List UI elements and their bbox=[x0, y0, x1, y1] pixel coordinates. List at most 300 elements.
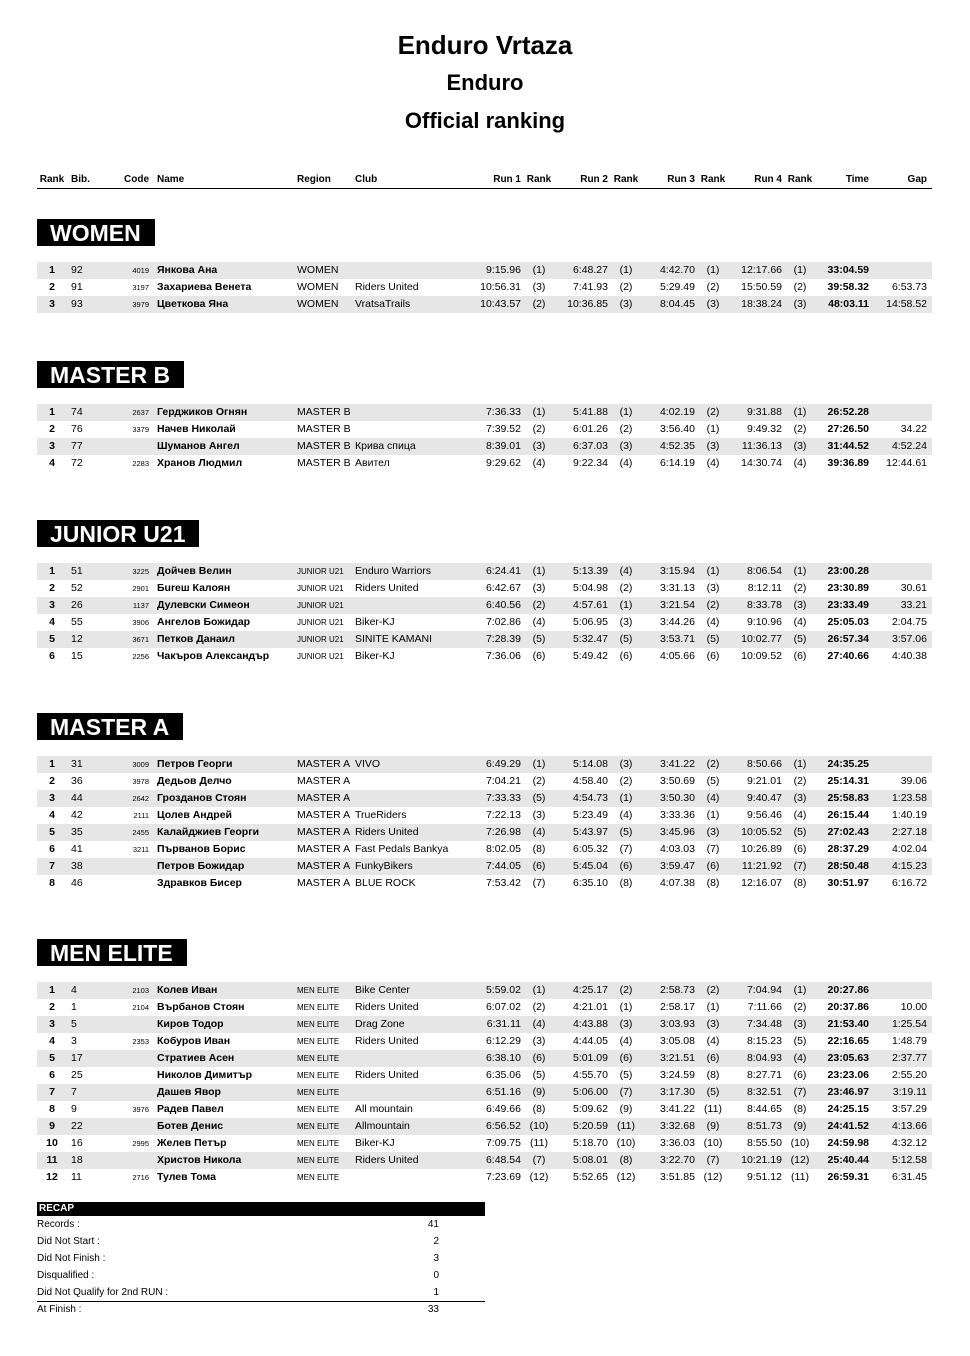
run4-rank-cell: (2) bbox=[793, 582, 807, 594]
total-time-cell: 26:15.44 bbox=[827, 809, 869, 821]
bib-cell: 36 bbox=[71, 775, 83, 787]
code-cell: 3978 bbox=[132, 777, 149, 786]
region-cell: MASTER A bbox=[297, 860, 351, 872]
table-row bbox=[37, 756, 932, 773]
rank-cell: 7 bbox=[49, 1086, 55, 1098]
name-cell: Петров Божидар bbox=[157, 860, 245, 872]
gap-cell: 39.06 bbox=[900, 775, 927, 787]
region-cell: JUNIOR U21 bbox=[297, 601, 344, 610]
gap-cell: 2:04.75 bbox=[891, 616, 927, 628]
run1-rank-cell: (5) bbox=[532, 633, 546, 645]
run2-time-cell: 9:22.34 bbox=[572, 457, 608, 469]
recap-value: 33 bbox=[427, 1304, 439, 1315]
run1-rank-cell: (5) bbox=[532, 1069, 546, 1081]
run2-time-cell: 4:43.88 bbox=[572, 1018, 608, 1030]
run4-time-cell: 9:40.47 bbox=[746, 792, 782, 804]
run4-rank-cell: (5) bbox=[793, 826, 807, 838]
total-time-cell: 23:00.28 bbox=[827, 565, 869, 577]
region-cell: JUNIOR U21 bbox=[297, 567, 344, 576]
rank-cell: 6 bbox=[49, 650, 55, 662]
table-row bbox=[37, 296, 932, 313]
run4-time-cell: 12:17.66 bbox=[741, 264, 782, 276]
col-name: Name bbox=[157, 174, 185, 185]
run3-time-cell: 4:52.35 bbox=[659, 440, 695, 452]
bib-cell: 7 bbox=[71, 1086, 77, 1098]
region-cell: MASTER B bbox=[297, 423, 351, 435]
run3-rank-cell: (10) bbox=[703, 1137, 723, 1149]
run4-rank-cell: (2) bbox=[793, 281, 807, 293]
col-club: Club bbox=[355, 174, 378, 185]
bib-cell: 72 bbox=[71, 457, 83, 469]
run2-rank-cell: (1) bbox=[619, 406, 633, 418]
recap-label: Did Not Start : bbox=[37, 1236, 100, 1247]
run2-time-cell: 5:52.65 bbox=[572, 1171, 608, 1183]
run1-time-cell: 6:31.11 bbox=[486, 1018, 521, 1030]
run1-time-cell: 6:51.16 bbox=[485, 1086, 521, 1098]
event-subtitle: Enduro bbox=[446, 70, 524, 95]
col-run3: Run 3 bbox=[667, 174, 695, 185]
run4-rank-cell: (5) bbox=[793, 633, 807, 645]
region-cell: JUNIOR U21 bbox=[297, 635, 344, 644]
run3-time-cell: 3:53.71 bbox=[659, 633, 695, 645]
run1-rank-cell: (4) bbox=[532, 826, 546, 838]
run2-rank-cell: (6) bbox=[619, 1052, 633, 1064]
col-rank2: Rank bbox=[613, 174, 639, 185]
run3-time-cell: 3:15.94 bbox=[659, 565, 695, 577]
col-run2: Run 2 bbox=[580, 174, 608, 185]
total-time-cell: 23:33.49 bbox=[827, 599, 869, 611]
run2-time-cell: 4:25.17 bbox=[572, 984, 608, 996]
run1-time-cell: 7:23.69 bbox=[485, 1171, 521, 1183]
rank-cell: 3 bbox=[49, 298, 55, 310]
gap-cell: 4:02.04 bbox=[891, 843, 927, 855]
code-cell: 2642 bbox=[132, 794, 149, 803]
run4-time-cell: 15:50.59 bbox=[741, 281, 782, 293]
run1-rank-cell: (2) bbox=[532, 599, 546, 611]
total-time-cell: 48:03.11 bbox=[828, 298, 869, 310]
club-cell: Biker-KJ bbox=[355, 650, 395, 662]
col-rank1: Rank bbox=[526, 174, 552, 185]
club-cell: BLUE ROCK bbox=[355, 877, 416, 889]
run3-time-cell: 3:41.22 bbox=[659, 758, 695, 770]
table-row bbox=[37, 597, 932, 614]
rank-cell: 1 bbox=[49, 406, 55, 418]
run4-time-cell: 8:04.93 bbox=[746, 1052, 782, 1064]
table-row bbox=[37, 790, 932, 807]
club-cell: SINITE KAMANI bbox=[355, 633, 433, 645]
region-cell: MEN ELITE bbox=[297, 1105, 340, 1114]
run1-rank-cell: (6) bbox=[532, 1052, 546, 1064]
run1-rank-cell: (3) bbox=[532, 582, 546, 594]
name-cell: Петров Георги bbox=[157, 758, 233, 770]
run2-time-cell: 10:36.85 bbox=[567, 298, 608, 310]
col-code: Code bbox=[124, 174, 149, 185]
table-row bbox=[37, 614, 932, 631]
run3-rank-cell: (12) bbox=[703, 1171, 723, 1183]
total-time-cell: 25:58.83 bbox=[827, 792, 869, 804]
run2-rank-cell: (2) bbox=[619, 775, 633, 787]
total-time-cell: 26:57.34 bbox=[827, 633, 869, 645]
run2-time-cell: 5:32.47 bbox=[572, 633, 608, 645]
code-cell: 2103 bbox=[132, 986, 149, 995]
run3-time-cell: 3:32.68 bbox=[659, 1120, 695, 1132]
name-cell: Цветкова Яна bbox=[157, 298, 229, 310]
bib-cell: 42 bbox=[71, 809, 83, 821]
total-time-cell: 33:04.59 bbox=[827, 264, 869, 276]
run4-time-cell: 10:05.52 bbox=[741, 826, 782, 838]
run2-rank-cell: (7) bbox=[619, 843, 633, 855]
run3-rank-cell: (4) bbox=[706, 792, 720, 804]
rank-cell: 5 bbox=[49, 633, 55, 645]
rank-cell: 2 bbox=[49, 775, 55, 787]
run2-time-cell: 5:04.98 bbox=[572, 582, 608, 594]
run4-rank-cell: (3) bbox=[793, 298, 807, 310]
region-cell: WOMEN bbox=[297, 298, 339, 310]
table-row bbox=[37, 1016, 932, 1033]
gap-cell: 2:27.18 bbox=[891, 826, 927, 838]
bib-cell: 12 bbox=[71, 633, 83, 645]
run2-time-cell: 5:06.00 bbox=[572, 1086, 608, 1098]
table-row bbox=[37, 279, 932, 296]
run2-time-cell: 6:48.27 bbox=[572, 264, 608, 276]
run3-rank-cell: (7) bbox=[706, 1154, 720, 1166]
gap-cell: 5:12.58 bbox=[891, 1154, 927, 1166]
run3-rank-cell: (5) bbox=[706, 1086, 720, 1098]
table-row bbox=[37, 858, 932, 875]
run3-rank-cell: (9) bbox=[706, 1120, 720, 1132]
table-row bbox=[37, 1152, 932, 1169]
run2-rank-cell: (1) bbox=[619, 599, 633, 611]
rank-cell: 6 bbox=[49, 843, 55, 855]
table-row bbox=[37, 773, 932, 790]
bib-cell: 22 bbox=[71, 1120, 83, 1132]
run4-time-cell: 11:21.92 bbox=[741, 860, 782, 872]
code-cell: 2716 bbox=[132, 1173, 149, 1182]
run2-rank-cell: (8) bbox=[619, 1154, 633, 1166]
club-cell: TrueRiders bbox=[355, 809, 407, 821]
region-cell: MEN ELITE bbox=[297, 1020, 340, 1029]
run3-rank-cell: (5) bbox=[706, 633, 720, 645]
gap-cell: 6:53.73 bbox=[891, 281, 927, 293]
bib-cell: 41 bbox=[71, 843, 83, 855]
run4-rank-cell: (11) bbox=[791, 1171, 809, 1183]
name-cell: Начев Николай bbox=[157, 423, 236, 435]
run2-time-cell: 6:05.32 bbox=[572, 843, 608, 855]
code-cell: 3379 bbox=[132, 425, 149, 434]
gap-cell: 1:25.54 bbox=[891, 1018, 927, 1030]
run3-time-cell: 4:02.19 bbox=[659, 406, 695, 418]
run1-rank-cell: (3) bbox=[532, 1035, 546, 1047]
rank-cell: 8 bbox=[49, 1103, 55, 1115]
club-cell: Riders United bbox=[355, 582, 419, 594]
code-cell: 2455 bbox=[132, 828, 149, 837]
run4-time-cell: 9:31.88 bbox=[746, 406, 782, 418]
run2-rank-cell: (11) bbox=[617, 1120, 635, 1132]
code-cell: 3009 bbox=[132, 760, 149, 769]
run4-time-cell: 8:32.51 bbox=[746, 1086, 782, 1098]
bib-cell: 16 bbox=[71, 1137, 83, 1149]
bib-cell: 46 bbox=[71, 877, 83, 889]
table-row bbox=[37, 1169, 932, 1186]
run2-time-cell: 5:41.88 bbox=[572, 406, 608, 418]
run1-time-cell: 6:42.67 bbox=[485, 582, 521, 594]
bib-cell: 93 bbox=[71, 298, 83, 310]
region-cell: MASTER A bbox=[297, 792, 351, 804]
run2-rank-cell: (2) bbox=[619, 281, 633, 293]
run4-time-cell: 10:09.52 bbox=[741, 650, 782, 662]
run4-time-cell: 9:10.96 bbox=[746, 616, 782, 628]
run4-time-cell: 8:55.50 bbox=[746, 1137, 782, 1149]
run3-time-cell: 4:42.70 bbox=[659, 264, 695, 276]
recap-label: At Finish : bbox=[37, 1304, 82, 1315]
run3-time-cell: 3:33.36 bbox=[659, 809, 695, 821]
run2-time-cell: 7:41.93 bbox=[572, 281, 608, 293]
recap-row bbox=[37, 1284, 485, 1301]
total-time-cell: 27:02.43 bbox=[827, 826, 869, 838]
total-time-cell: 22:16.65 bbox=[827, 1035, 869, 1047]
run3-time-cell: 3:36.03 bbox=[659, 1137, 695, 1149]
run3-rank-cell: (1) bbox=[706, 1001, 720, 1013]
club-cell: Крива спица bbox=[355, 440, 416, 452]
name-cell: Радев Павел bbox=[157, 1103, 224, 1115]
run3-rank-cell: (3) bbox=[706, 440, 720, 452]
recap-box bbox=[37, 1202, 485, 1318]
run1-rank-cell: (1) bbox=[532, 406, 546, 418]
run1-time-cell: 7:33.33 bbox=[485, 792, 521, 804]
run3-rank-cell: (2) bbox=[706, 406, 720, 418]
run2-time-cell: 6:35.10 bbox=[572, 877, 608, 889]
total-time-cell: 27:26.50 bbox=[827, 423, 869, 435]
gap-cell: 6:16.72 bbox=[891, 877, 927, 889]
run3-time-cell: 3:41.22 bbox=[659, 1103, 695, 1115]
gap-cell: 3:19.11 bbox=[892, 1086, 927, 1098]
total-time-cell: 25:14.31 bbox=[827, 775, 869, 787]
region-cell: MEN ELITE bbox=[297, 986, 340, 995]
run1-rank-cell: (3) bbox=[532, 440, 546, 452]
total-time-cell: 39:58.32 bbox=[827, 281, 869, 293]
col-region: Region bbox=[297, 174, 331, 185]
run4-rank-cell: (6) bbox=[793, 843, 807, 855]
region-cell: MEN ELITE bbox=[297, 1088, 340, 1097]
bib-cell: 4 bbox=[71, 984, 77, 996]
run2-rank-cell: (2) bbox=[619, 423, 633, 435]
total-time-cell: 39:36.89 bbox=[827, 457, 869, 469]
code-cell: 3906 bbox=[132, 618, 149, 627]
run2-rank-cell: (3) bbox=[619, 616, 633, 628]
run1-rank-cell: (12) bbox=[529, 1171, 549, 1183]
run4-rank-cell: (10) bbox=[790, 1137, 810, 1149]
recap-row bbox=[37, 1250, 485, 1267]
bib-cell: 1 bbox=[71, 1001, 77, 1013]
run4-time-cell: 8:33.78 bbox=[746, 599, 782, 611]
col-rank: Rank bbox=[39, 174, 65, 185]
run1-rank-cell: (1) bbox=[532, 264, 546, 276]
run2-time-cell: 4:58.40 bbox=[572, 775, 608, 787]
table-row bbox=[37, 999, 932, 1016]
run3-time-cell: 3:05.08 bbox=[659, 1035, 695, 1047]
run1-time-cell: 6:48.54 bbox=[485, 1154, 521, 1166]
code-cell: 3976 bbox=[132, 1105, 149, 1114]
name-cell: Хранов Людмил bbox=[157, 457, 243, 469]
run4-rank-cell: (2) bbox=[793, 775, 807, 787]
run2-rank-cell: (1) bbox=[619, 264, 633, 276]
rank-cell: 1 bbox=[49, 264, 55, 276]
region-cell: MASTER A bbox=[297, 877, 351, 889]
code-cell: 2111 bbox=[133, 811, 149, 820]
name-cell: Бureш Калоян bbox=[157, 582, 231, 594]
run3-rank-cell: (3) bbox=[706, 582, 720, 594]
bib-cell: 5 bbox=[71, 1018, 77, 1030]
run3-rank-cell: (1) bbox=[706, 264, 720, 276]
event-title: Enduro Vrtaza bbox=[397, 30, 573, 60]
run2-time-cell: 4:55.70 bbox=[572, 1069, 608, 1081]
bib-cell: 92 bbox=[71, 264, 83, 276]
run1-rank-cell: (2) bbox=[532, 775, 546, 787]
run4-rank-cell: (9) bbox=[793, 1120, 807, 1132]
region-cell: WOMEN bbox=[297, 264, 339, 276]
run2-time-cell: 4:57.61 bbox=[572, 599, 608, 611]
rank-cell: 4 bbox=[49, 616, 55, 628]
run3-rank-cell: (4) bbox=[706, 457, 720, 469]
run3-rank-cell: (1) bbox=[706, 423, 720, 435]
run2-time-cell: 5:20.59 bbox=[572, 1120, 608, 1132]
bib-cell: 18 bbox=[71, 1154, 83, 1166]
rank-cell: 3 bbox=[49, 599, 55, 611]
total-time-cell: 23:30.89 bbox=[827, 582, 869, 594]
table-row bbox=[37, 580, 932, 597]
run1-time-cell: 7:02.86 bbox=[485, 616, 521, 628]
run1-time-cell: 5:59.02 bbox=[485, 984, 521, 996]
run1-rank-cell: (2) bbox=[532, 423, 546, 435]
rank-cell: 1 bbox=[49, 984, 55, 996]
run3-rank-cell: (3) bbox=[706, 1018, 720, 1030]
run3-time-cell: 3:50.69 bbox=[659, 775, 695, 787]
run1-time-cell: 6:38.10 bbox=[485, 1052, 521, 1064]
run1-rank-cell: (4) bbox=[532, 457, 546, 469]
club-cell: Fast Pedals Bankya bbox=[355, 843, 449, 855]
region-cell: MEN ELITE bbox=[297, 1054, 340, 1063]
recap-label: Did Not Finish : bbox=[37, 1253, 106, 1264]
gap-cell: 34.22 bbox=[900, 423, 927, 435]
run3-rank-cell: (2) bbox=[706, 984, 720, 996]
rank-cell: 9 bbox=[49, 1120, 55, 1132]
run2-time-cell: 5:43.97 bbox=[572, 826, 608, 838]
total-time-cell: 24:25.15 bbox=[827, 1103, 869, 1115]
run1-rank-cell: (1) bbox=[532, 758, 546, 770]
run1-time-cell: 6:49.29 bbox=[485, 758, 521, 770]
run2-time-cell: 5:14.08 bbox=[572, 758, 608, 770]
bib-cell: 55 bbox=[71, 616, 83, 628]
run2-rank-cell: (10) bbox=[616, 1137, 636, 1149]
table-row bbox=[37, 1135, 932, 1152]
region-cell: MEN ELITE bbox=[297, 1173, 340, 1182]
run1-time-cell: 7:39.52 bbox=[485, 423, 521, 435]
club-cell: All mountain bbox=[355, 1103, 413, 1115]
run1-time-cell: 7:22.13 bbox=[485, 809, 521, 821]
rank-cell: 2 bbox=[49, 1001, 55, 1013]
rank-cell: 2 bbox=[49, 582, 55, 594]
run1-time-cell: 7:36.06 bbox=[485, 650, 521, 662]
name-cell: Колев Иван bbox=[157, 984, 218, 996]
club-cell: Riders United bbox=[355, 826, 419, 838]
run2-time-cell: 5:08.01 bbox=[572, 1154, 608, 1166]
club-cell: Riders United bbox=[355, 1035, 419, 1047]
run3-time-cell: 4:07.38 bbox=[659, 877, 695, 889]
bib-cell: 26 bbox=[71, 599, 83, 611]
club-cell: Авител bbox=[355, 457, 390, 469]
run1-time-cell: 7:36.33 bbox=[485, 406, 521, 418]
run1-time-cell: 7:44.05 bbox=[485, 860, 521, 872]
name-cell: Върбанов Стоян bbox=[157, 1001, 245, 1013]
run1-time-cell: 7:53.42 bbox=[485, 877, 521, 889]
run4-rank-cell: (1) bbox=[793, 984, 807, 996]
table-row bbox=[37, 563, 932, 580]
run4-time-cell: 8:12.11 bbox=[747, 582, 782, 594]
col-run1: Run 1 bbox=[493, 174, 521, 185]
run2-time-cell: 6:01.26 bbox=[572, 423, 608, 435]
col-bib: Bib. bbox=[71, 174, 90, 185]
run4-time-cell: 8:15.23 bbox=[746, 1035, 782, 1047]
code-cell: 2995 bbox=[132, 1139, 149, 1148]
name-cell: Калайджиев Георги bbox=[157, 826, 260, 838]
rank-cell: 10 bbox=[46, 1137, 58, 1149]
code-cell: 2637 bbox=[132, 408, 149, 417]
run3-time-cell: 6:14.19 bbox=[659, 457, 695, 469]
gap-cell: 4:32.12 bbox=[891, 1137, 927, 1149]
run4-rank-cell: (5) bbox=[793, 1035, 807, 1047]
run4-rank-cell: (4) bbox=[793, 457, 807, 469]
run3-time-cell: 5:29.49 bbox=[659, 281, 695, 293]
run2-time-cell: 5:18.70 bbox=[572, 1137, 608, 1149]
run2-rank-cell: (1) bbox=[619, 792, 633, 804]
results-table bbox=[37, 756, 932, 892]
gap-cell: 1:48.79 bbox=[891, 1035, 927, 1047]
region-cell: JUNIOR U21 bbox=[297, 584, 344, 593]
run4-rank-cell: (7) bbox=[793, 860, 807, 872]
run1-time-cell: 6:56.52 bbox=[485, 1120, 521, 1132]
run1-time-cell: 7:28.39 bbox=[485, 633, 521, 645]
name-cell: Киров Тодор bbox=[157, 1018, 224, 1030]
bib-cell: 77 bbox=[71, 440, 83, 452]
recap-title: RECAP bbox=[37, 1202, 485, 1216]
run2-time-cell: 4:44.05 bbox=[572, 1035, 608, 1047]
run3-time-cell: 3:03.93 bbox=[659, 1018, 695, 1030]
club-cell: Enduro Warriors bbox=[355, 565, 432, 577]
table-row bbox=[37, 1067, 932, 1084]
run1-rank-cell: (1) bbox=[532, 984, 546, 996]
run4-time-cell: 18:38.24 bbox=[741, 298, 782, 310]
name-cell: Дойчев Велин bbox=[157, 565, 232, 577]
club-cell: VIVO bbox=[355, 758, 381, 770]
total-time-cell: 28:37.29 bbox=[827, 843, 869, 855]
run3-rank-cell: (8) bbox=[706, 877, 720, 889]
gap-cell: 4:40.38 bbox=[891, 650, 927, 662]
table-row bbox=[37, 648, 932, 665]
run1-time-cell: 6:40.56 bbox=[485, 599, 521, 611]
run1-time-cell: 7:09.75 bbox=[485, 1137, 521, 1149]
region-cell: WOMEN bbox=[297, 281, 339, 293]
run3-rank-cell: (4) bbox=[706, 1035, 720, 1047]
run2-rank-cell: (5) bbox=[619, 633, 633, 645]
bib-cell: 15 bbox=[71, 650, 83, 662]
run2-rank-cell: (3) bbox=[619, 758, 633, 770]
run1-rank-cell: (1) bbox=[532, 565, 546, 577]
region-cell: MASTER A bbox=[297, 826, 351, 838]
run1-rank-cell: (11) bbox=[530, 1137, 548, 1149]
run4-time-cell: 8:51.73 bbox=[746, 1120, 782, 1132]
total-time-cell: 24:35.25 bbox=[827, 758, 869, 770]
rank-cell: 5 bbox=[49, 1052, 55, 1064]
